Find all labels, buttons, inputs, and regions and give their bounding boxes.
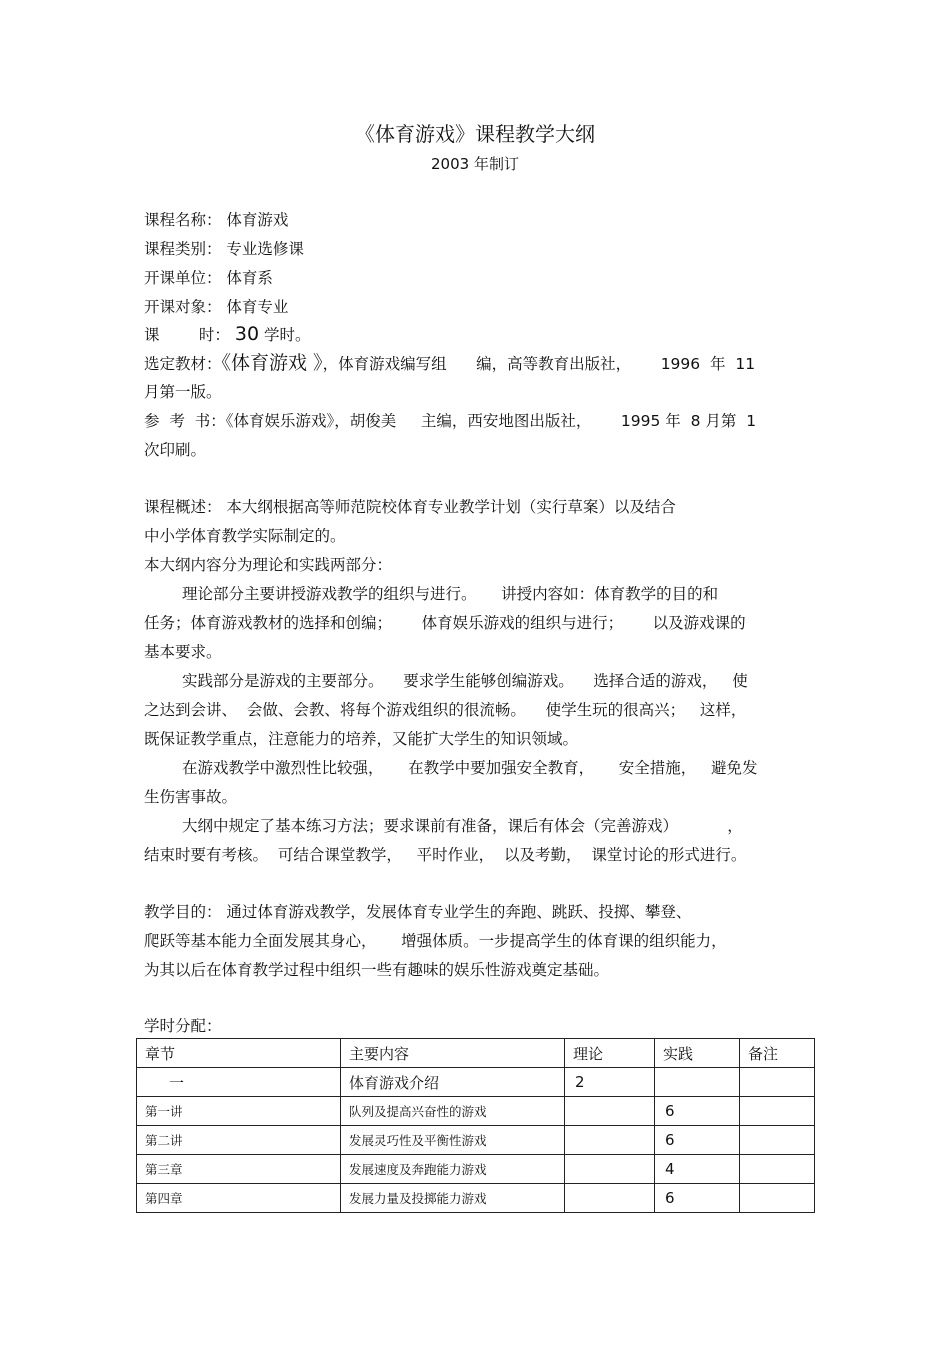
cell-chapter: 第一讲 (137, 1097, 341, 1126)
cell-practice (655, 1068, 740, 1097)
theory-paragraph-line: 理论部分主要讲授游戏教学的组织与进行。 讲授内容如：体育教学的目的和 (182, 585, 719, 603)
hours-unit: 学时。 (263, 326, 311, 344)
cell-content: 发展力量及投掷能力游戏 (341, 1184, 565, 1213)
cell-note (740, 1155, 815, 1184)
cell-content: 队列及提高兴奋性的游戏 (341, 1097, 565, 1126)
methods-paragraph-line: 结束时要有考核。 可结合课堂教学， 平时作业， 以及考勤， 课堂讨论的形式进行。 (144, 846, 747, 864)
table-row (137, 1155, 815, 1184)
safety-paragraph-line: 生伤害事故。 (144, 788, 238, 806)
cell-note (740, 1068, 815, 1097)
table-header-row (137, 1039, 815, 1068)
textbook-line (144, 353, 755, 374)
revision-year: 2003 年制订 (431, 155, 519, 173)
overview-line: 中小学体育教学实际制定的。 (144, 527, 346, 545)
overview-line: 本大纲内容分为理论和实践两部分： (144, 556, 393, 574)
theory-paragraph-line: 基本要求。 (144, 643, 222, 661)
purpose-line: 为其以后在体育教学过程中组织一些有趣味的娱乐性游戏奠定基础。 (144, 961, 610, 979)
overview-line: 课程概述： 本大纲根据高等师范院校体育专业教学计划（实行草案）以及结合 (144, 498, 676, 516)
cell-note (740, 1097, 815, 1126)
cell-chapter: 一 (137, 1068, 341, 1097)
cell-theory (565, 1155, 655, 1184)
hours-allocation-table (136, 1038, 815, 1213)
methods-paragraph-line: 大纲中规定了基本练习方法；要求课前有准备，课后有体会（完善游戏） ， (182, 817, 743, 835)
course-audience: 开课对象： 体育专业 (144, 298, 289, 316)
hours-value: 30 (234, 323, 260, 345)
course-department: 开课单位： 体育系 (144, 269, 273, 287)
course-name: 课程名称： 体育游戏 (144, 211, 289, 229)
cell-practice: 6 (655, 1184, 740, 1213)
textbook-details: ，体育游戏编写组 编，高等教育出版社， 1996 年 11 (322, 355, 756, 373)
reference-line: 参 考 书：《体育娱乐游戏》，胡俊美 主编，西安地图出版社， 1995 年 8 月第 1 (144, 412, 757, 430)
table-row (137, 1097, 815, 1126)
cell-chapter: 第二讲 (137, 1126, 341, 1155)
hours-label: 课 时： (144, 326, 230, 344)
cell-content: 体育游戏介绍 (341, 1068, 565, 1097)
practice-paragraph-line: 之达到会讲、 会做、会教、将每个游戏组织的很流畅。 使学生玩的很高兴； 这样， (144, 701, 747, 719)
cell-note (740, 1184, 815, 1213)
header-note: 备注 (740, 1039, 815, 1068)
cell-chapter: 第四章 (137, 1184, 341, 1213)
header-practice: 实践 (655, 1039, 740, 1068)
cell-theory (565, 1097, 655, 1126)
theory-paragraph-line: 任务；体育游戏教材的选择和创编； 体育娱乐游戏的组织与进行； 以及游戏课的 (144, 614, 746, 632)
textbook-label: 选定教材： (144, 355, 222, 373)
cell-note (740, 1126, 815, 1155)
header-content: 主要内容 (341, 1039, 565, 1068)
cell-content: 发展灵巧性及平衡性游戏 (341, 1126, 565, 1155)
textbook-line-cont: 月第一版。 (144, 383, 222, 401)
cell-chapter: 第三章 (137, 1155, 341, 1184)
course-hours (144, 324, 311, 345)
practice-paragraph-line: 既保证教学重点，注意能力的培养，又能扩大学生的知识领域。 (144, 730, 579, 748)
cell-theory: 2 (565, 1068, 655, 1097)
safety-paragraph-line: 在游戏教学中激烈性比较强， 在教学中要加强安全教育， 安全措施， 避免发 (182, 759, 758, 777)
course-category: 课程类别： 专业选修课 (144, 240, 304, 258)
table-row (137, 1126, 815, 1155)
cell-practice: 6 (655, 1126, 740, 1155)
header-chapter: 章节 (137, 1039, 341, 1068)
reference-line-cont: 次印刷。 (144, 441, 207, 459)
cell-content: 发展速度及奔跑能力游戏 (341, 1155, 565, 1184)
cell-theory (565, 1126, 655, 1155)
textbook-title: 《体育游戏 》 (221, 352, 323, 374)
header-theory: 理论 (565, 1039, 655, 1068)
page-title: 《体育游戏》课程教学大纲 (355, 122, 595, 146)
purpose-line: 爬跃等基本能力全面发展其身心， 增强体质。一步提高学生的体育课的组织能力， (144, 932, 727, 950)
cell-practice: 4 (655, 1155, 740, 1184)
cell-practice: 6 (655, 1097, 740, 1126)
allocation-label: 学时分配： (144, 1017, 222, 1035)
table-row (137, 1184, 815, 1213)
table-row (137, 1068, 815, 1097)
cell-theory (565, 1184, 655, 1213)
purpose-line: 教学目的： 通过体育游戏教学，发展体育专业学生的奔跑、跳跃、投掷、攀登、 (144, 903, 692, 921)
practice-paragraph-line: 实践部分是游戏的主要部分。 要求学生能够创编游戏。 选择合适的游戏， 使 (182, 672, 748, 690)
